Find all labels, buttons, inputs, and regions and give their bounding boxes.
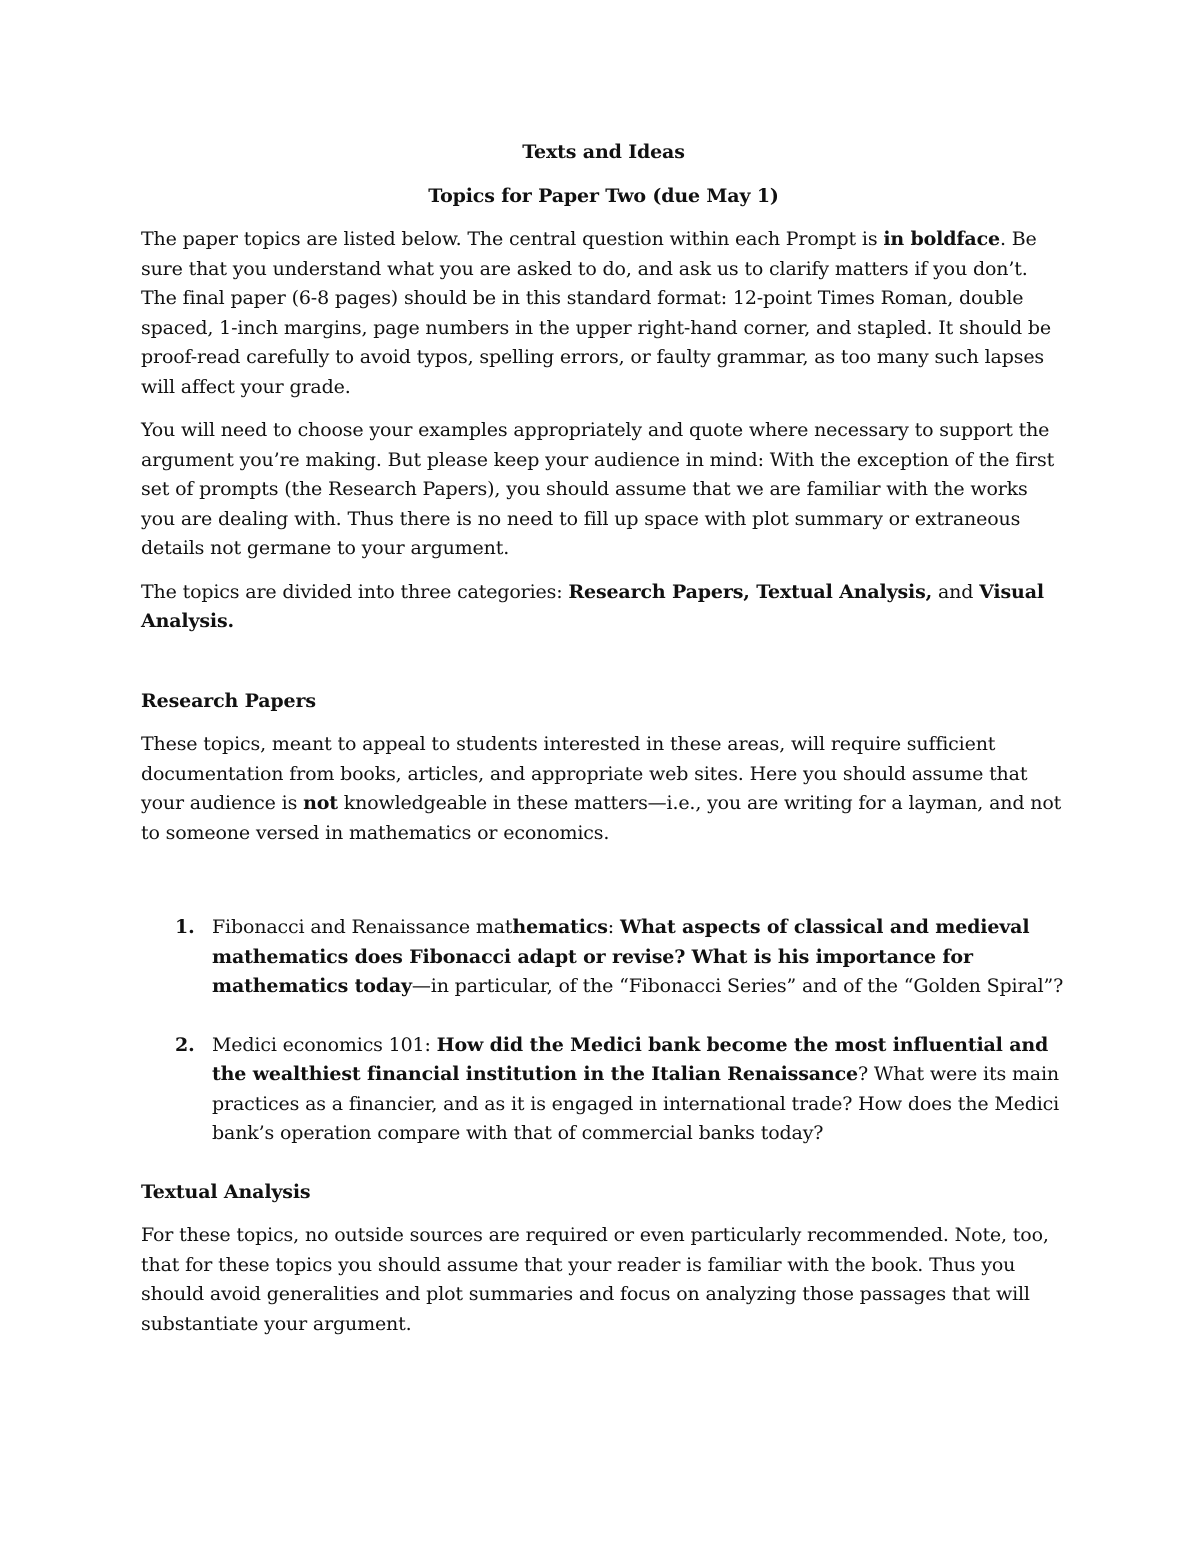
topic-rest: —in particular, of the “Fibonacci Series” and of the “Golden Spiral”? xyxy=(411,975,1064,997)
intro1-text-a: The paper topics are listed below. The central question within each Prompt is xyxy=(141,228,884,250)
topic-colon: : xyxy=(607,916,620,938)
intro3-bold-categories: Research Papers, Textual Analysis, xyxy=(568,580,933,603)
topic-question: What aspects of classical and medieval mathematics does Fibonacci adapt or revise? What is his importance for mathematics today xyxy=(212,916,1030,997)
topic-rest: ? What were its main practices as a financier, and as it is engaged in international trade? How does the Medici bank’s operation compare with that of commercial banks today? xyxy=(212,1063,1060,1144)
list-item xyxy=(141,1031,1066,1149)
textual-analysis-heading: Textual Analysis xyxy=(141,1180,311,1203)
list-item-number: 2. xyxy=(175,1033,195,1056)
research-text-b: knowledgeable in these matters—i.e., you are writing for a layman, and not to someone versed in mathematics or economics. xyxy=(141,792,1062,844)
document-body xyxy=(141,138,1066,1353)
research-papers-paragraph xyxy=(141,730,1066,848)
textual-analysis-paragraph: For these topics, no outside sources are required or even particularly recommended. Note, too, that for these topics you should assume that your reader is familiar with the book. Thus you should avoid generalities and plot summaries and focus on analyzing those passages that will substantiate your argument. xyxy=(141,1224,1049,1335)
intro3-bold-visual: Visual Analysis. xyxy=(141,580,1044,632)
research-text-a: These topics, meant to appeal to students interested in these areas, will require sufficient documentation from books, articles, and appropriate web sites. Here you should assume that your audience is xyxy=(141,733,1028,814)
topic-lead: Fibonacci and Renaissance mat xyxy=(212,916,513,938)
research-papers-heading: Research Papers xyxy=(141,689,316,712)
intro1-bold: in boldface xyxy=(883,228,1000,250)
topic-lead-bold: hematics xyxy=(512,916,608,938)
list-item xyxy=(141,913,1066,1002)
document-subtitle: Topics for Paper Two (due May 1) xyxy=(428,184,779,207)
intro-paragraph-2: You will need to choose your examples appropriately and quote where necessary to support the argument you’re making. But please keep your audience in mind: With the exception of the first set of prompts (the Research Papers), you should assume that we are familiar with the works you are dealing with. Thus there is no need to fill up space with plot summary or extraneous details not germane to your argument. xyxy=(141,419,1055,559)
intro-paragraph-3 xyxy=(141,578,1066,637)
document-title: Texts and Ideas xyxy=(522,141,685,163)
topic-lead: Medici economics 101: xyxy=(212,1033,437,1056)
list-item-number: 1. xyxy=(175,916,195,938)
research-topics-list xyxy=(141,913,1066,1149)
topic-question: How did the Medici bank become the most influential and the wealthiest financial institution in the Italian Renaissance xyxy=(212,1033,1049,1085)
research-bold-not: not xyxy=(303,792,338,814)
intro1-text-b: . Be sure that you understand what you are asked to do, and ask us to clarify matters if you don’t. The final paper (6-8 pages) should be in this standard format: 12-point Times Roman, double spaced, 1-inch margins, page numbers in the upper right-hand corner, and stapled. It should be proof-read carefully to avoid typos, spelling errors, or faulty grammar, as too many such lapses will affect your grade. xyxy=(141,228,1051,398)
intro3-text-b: and xyxy=(932,580,980,603)
intro3-text-a: The topics are divided into three categories: xyxy=(141,580,569,603)
intro-paragraph-1 xyxy=(141,225,1066,402)
